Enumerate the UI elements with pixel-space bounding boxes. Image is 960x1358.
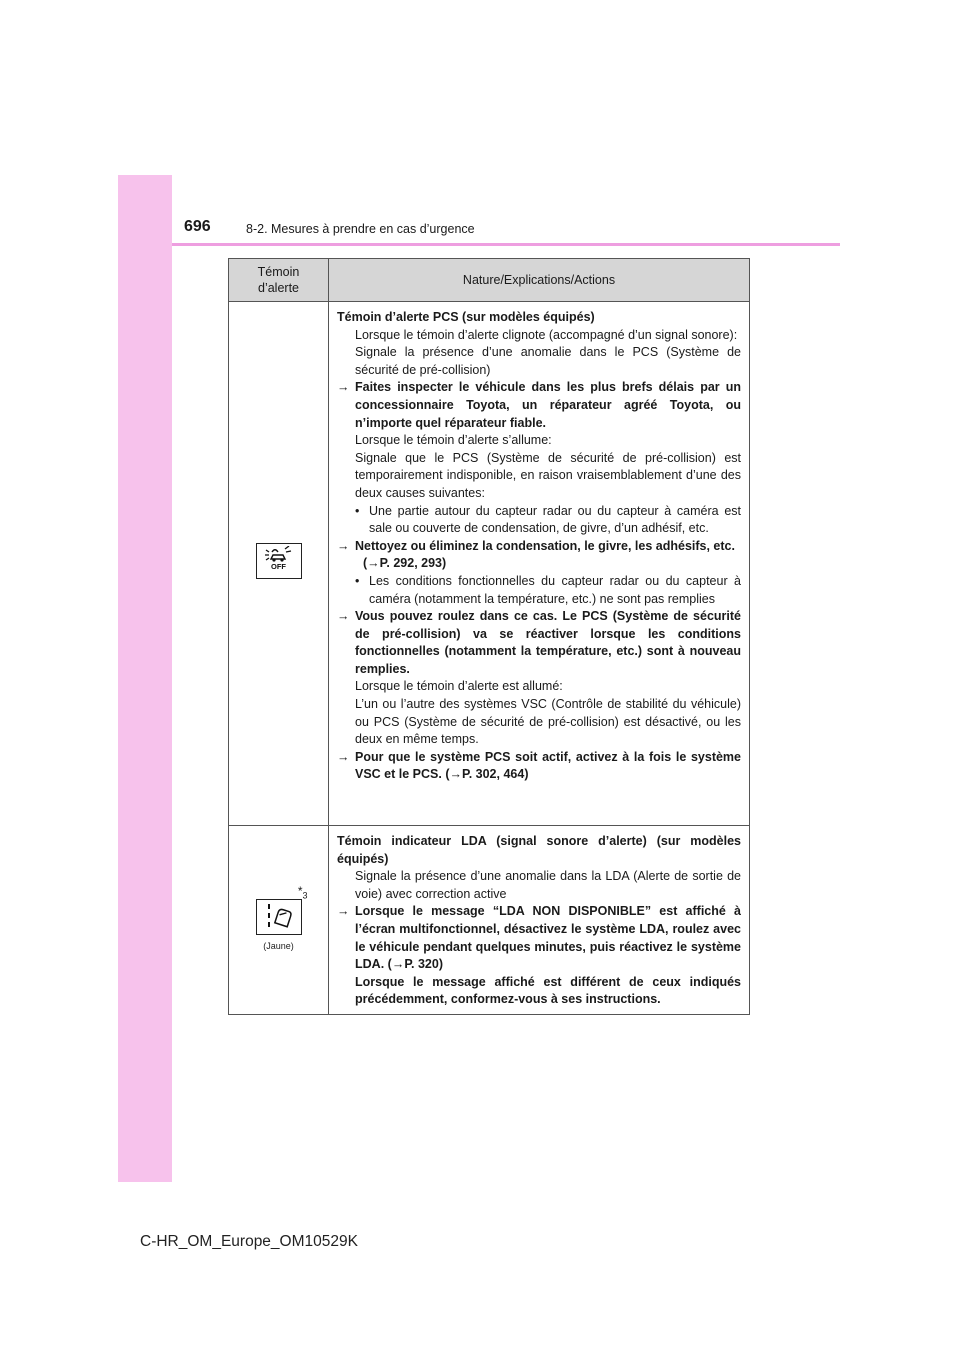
pcs-lit-action-text: Pour que le système PCS soit actif, activez à la fois le système VSC et le PCS. xyxy=(355,749,741,782)
pcs-lit-description: L’un ou l’autre des systèmes VSC (Contrôle de stabilité du véhicule) ou PCS (Système de sécurité de pré-collision) est désactivé, ou les deux en même temps. xyxy=(355,697,741,747)
chapter-side-band xyxy=(118,175,172,1182)
arrow-right-icon: → xyxy=(337,749,350,764)
pcs-blink-action-text: Faites inspecter le véhicule dans les plus brefs délais par un concessionnaire Toyota, un réparateur agréé Toyota, ou n’importe quel réparateur fiable. xyxy=(355,380,741,430)
pcs-lit-condition: Lorsque le témoin d’alerte est allumé: xyxy=(355,679,563,694)
pcs-cause-1-ref-text: P. 292, 293 xyxy=(379,556,443,571)
lda-icon-caption: (Jaune) xyxy=(263,940,294,951)
pcs-blink-condition: Lorsque le témoin d’alerte clignote (accompagné d’un signal sonore): xyxy=(355,327,738,342)
arrow-right-icon: → xyxy=(449,767,462,782)
pcs-lit-action xyxy=(337,749,741,784)
document-id: C-HR_OM_Europe_OM10529K xyxy=(140,1233,358,1250)
pcs-cause-1-action xyxy=(337,538,741,556)
pcs-cause-2 xyxy=(337,573,741,608)
lda-ref-text[interactable]: P. 320 xyxy=(404,957,439,972)
footnote-number: 3 xyxy=(302,890,308,901)
pcs-cause-1-text: Une partie autour du capteur radar ou du capteur à caméra est sale ou couverte de condensation, de givre, d’un adhésif, etc. xyxy=(369,503,741,536)
table-row xyxy=(229,826,750,1015)
pcs-blink-description: Signale la présence d’une anomalie dans le PCS (Système de sécurité de pré-collision) xyxy=(355,345,741,377)
arrow-right-icon: → xyxy=(337,538,350,553)
lda-lane-departure-icon xyxy=(256,899,302,935)
pcs-cause-2-action xyxy=(337,608,741,678)
lda-action-body: Lorsque le message “LDA NON DISPONIBLE” est affiché à l’écran multifonctionnel, désactivez le système LDA, roulez avec le véhicule pendant quelques minutes, puis réactivez le système LDA. (→P. 320) Lorsque le message affiché est différent de ceux indiqués précédemment, conformez-vous à ses instructions. xyxy=(355,904,741,1007)
lda-action xyxy=(337,903,741,1009)
bullet-icon: • xyxy=(355,503,360,518)
lda-icon-cell xyxy=(229,826,329,1015)
pcs-cause-2-text: Les conditions fonctionnelles du capteur radar ou du capteur à caméra (notamment la température, etc.) ne sont pas remplies xyxy=(369,573,741,606)
header-rule xyxy=(172,243,840,246)
page-number: 696 xyxy=(184,218,211,235)
pcs-icon-cell xyxy=(229,302,329,826)
arrow-right-icon: → xyxy=(337,380,350,395)
pcs-off-warning-icon xyxy=(256,543,302,579)
arrow-right-icon: → xyxy=(337,904,350,919)
section-title: 8-2. Mesures à prendre en cas d’urgence xyxy=(246,222,475,236)
lda-title: Témoin indicateur LDA (signal sonore d’alerte) (sur modèles équipés) xyxy=(337,834,741,866)
arrow-right-icon: → xyxy=(337,609,350,624)
table-row xyxy=(229,302,750,826)
pcs-cause-1-action-text: Nettoyez ou éliminez la condensation, le givre, les adhésifs, etc. xyxy=(355,538,735,553)
pcs-lit-action-body: Pour que le système PCS soit actif, activez à la fois le système VSC et le PCS. (→P. 302, 464) xyxy=(355,749,741,782)
lda-description: Signale la présence d’une anomalie dans la LDA (Alerte de sortie de voie) avec correction active xyxy=(355,869,741,901)
lda-action-2-text: Lorsque le message affiché est différent de ceux indiqués précédemment, conformez-vous à ses instructions. xyxy=(355,974,741,1007)
arrow-right-icon: → xyxy=(391,957,405,972)
lda-action-text: Lorsque le message “LDA NON DISPONIBLE” est affiché à l’écran multifonctionnel, désactivez le système LDA, roulez avec le véhicule pendant quelques minutes, puis réactivez le système LDA. xyxy=(355,904,741,972)
pcs-off-label: OFF xyxy=(271,562,286,572)
lda-icon-group xyxy=(256,883,308,956)
warning-light-table xyxy=(228,258,750,1015)
bullet-icon: • xyxy=(355,573,360,588)
pcs-on-description: Signale que le PCS (Système de sécurité de pré-collision) est temporairement indisponible, en raison vraisemblablement d’une des deux causes suivantes: xyxy=(355,450,741,500)
column-header-warning-light: Témoin d’alerte xyxy=(229,259,329,302)
pcs-cause-1 xyxy=(337,503,741,538)
lda-description-cell xyxy=(329,826,750,1015)
pcs-on-condition: Lorsque le témoin d’alerte s’allume: xyxy=(355,433,552,448)
pcs-lit-ref-text[interactable]: P. 302, 464 xyxy=(461,767,525,782)
column-header-nature: Nature/Explications/Actions xyxy=(329,259,750,302)
pcs-title: Témoin d’alerte PCS (sur modèles équipés) xyxy=(337,310,595,324)
table-header-row xyxy=(229,259,750,302)
pcs-description-cell xyxy=(329,302,750,826)
footnote-marker: $*_3$ xyxy=(297,883,308,901)
pcs-cause-1-reference[interactable]: (→P. 292, 293) xyxy=(363,556,447,571)
pcs-blink-action xyxy=(337,379,741,432)
arrow-right-icon: → xyxy=(367,556,380,571)
pcs-cause-2-action-text: Vous pouvez roulez dans ce cas. Le PCS (Système de sécurité de pré-collision) va se réactiver lorsque les conditions fonctionnelles (notamment la température, etc.) sont à nouveau remplies. xyxy=(355,609,741,676)
